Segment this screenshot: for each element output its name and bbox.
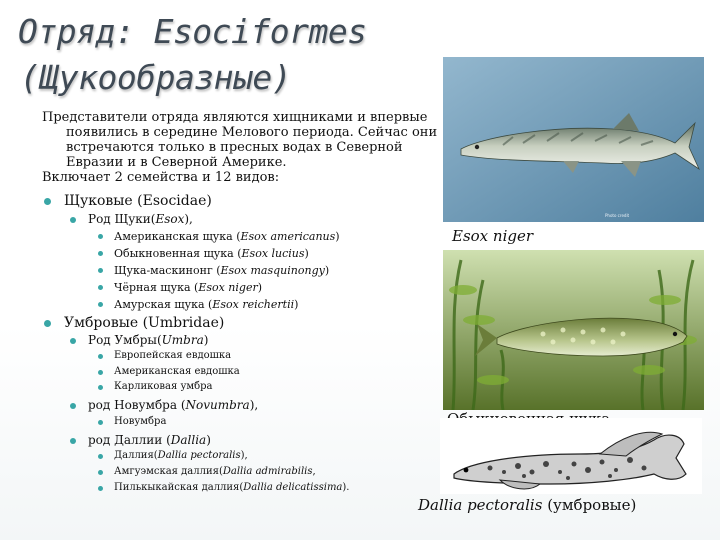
bullet-icon [44,320,51,327]
bullet-icon [70,403,76,409]
bullet-icon [98,285,103,290]
intro-summary: Включает 2 семейства и 12 видов: [42,170,280,185]
bullet-icon [98,385,103,390]
bullet-icon [98,251,103,256]
intro-text [42,110,440,185]
bullet-icon [70,338,76,344]
bullet-icon [98,234,103,239]
intro-paragraph: Представители отряда являются хищниками и впервые появились в середине Мелового периода. Сейчас они встречаются только в пресных водах в Северной Евразии и в Северной Америке. [42,110,438,170]
bullet-icon [98,486,103,491]
caption-dallia-latin: Dallia pectoralis [418,496,543,514]
bullet-icon [98,354,103,359]
svg-text:Photo credit: Photo credit [605,213,630,218]
bullet-icon [98,454,103,459]
bullet-icon [98,370,103,375]
photo-esox-lucius [443,250,704,410]
bullet-icon [98,302,103,307]
caption-esox-niger: Esox niger [452,227,534,245]
caption-dallia [418,496,636,514]
bullet-icon [70,438,76,444]
bullet-icon [98,470,103,475]
illustration-dallia [440,418,702,494]
bullet-icon [98,420,103,425]
caption-dallia-ru: (умбровые) [542,496,637,514]
page-subtitle: (Щукообразные) [20,58,292,97]
bullet-icon [98,268,103,273]
bullet-icon [70,217,76,223]
page-title: Отряд: Esociformes [18,12,367,51]
bullet-icon [44,198,51,205]
photo-esox-niger [443,57,704,222]
